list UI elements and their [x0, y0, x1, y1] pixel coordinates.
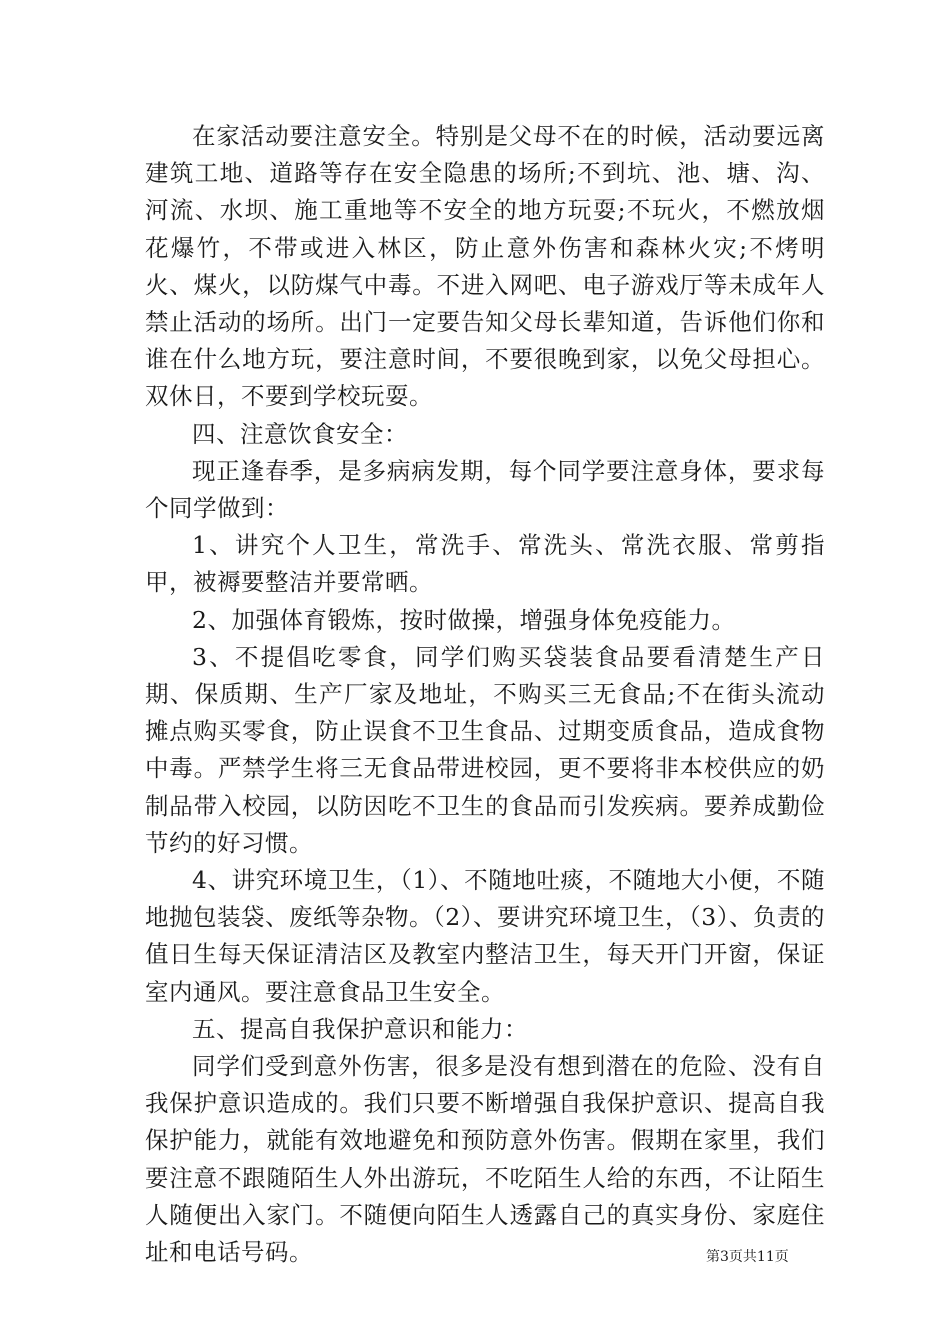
heading-self-protection: 五、提高自我保护意识和能力： — [192, 1014, 528, 1043]
paragraph-personal-hygiene: 1、讲究个人卫生，常洗手、常洗头、常洗衣服、常剪指甲，被褥要整洁并要常晒。 — [145, 531, 825, 597]
document-body — [145, 118, 825, 1271]
paragraph-spring-health: 现正逢春季，是多病病发期，每个同学要注意身体，要求每个同学做到： — [145, 456, 825, 523]
paragraph-home-safety: 在家活动要注意安全。特别是父母不在的时候，活动要远离建筑工地、道路等存在安全隐患的场所;不到坑、池、塘、沟、河流、水坝、施工重地等不安全的地方玩耍;不玩火，不燃放烟花爆竹，不带或进入林区，防止意外伤害和森林火灾;不烤明火、煤火，以防煤气中毒。不进入网吧、电子游戏厅等未成年人禁止活动的场所。出门一定要告知父母长辈知道，告诉他们你和谁在什么地方玩，要注意时间，不要很晚到家，以免父母担心。双休日，不要到学校玩耍。 — [145, 122, 825, 411]
paragraph-self-protection: 同学们受到意外伤害，很多是没有想到潜在的危险、没有自我保护意识造成的。我们只要不断增强自我保护意识、提高自我保护能力，就能有效地避免和预防意外伤害。假期在家里，我们要注意不跟随陌生人外出游玩，不吃陌生人给的东西，不让陌生人随便出入家门。不随便向陌生人透露自己的真实身份、家庭住址和电话号码。 — [145, 1052, 825, 1267]
page-number: 第3页共11页 — [706, 1249, 789, 1265]
paragraph-snacks: 3、不提倡吃零食，同学们购买袋装食品要看清楚生产日期、保质期、生产厂家及地址，不购买三无食品;不在街头流动摊点购买零食，防止误食不卫生食品、过期变质食品，造成食物中毒。严禁学生将三无食品带进校园，更不要将非本校供应的奶制品带入校园，以防因吃不卫生的食品而引发疾病。要养成勤俭节约的好习惯。 — [145, 642, 825, 857]
heading-food-safety: 四、注意饮食安全： — [192, 419, 408, 448]
paragraph-exercise: 2、加强体育锻炼，按时做操，增强身体免疫能力。 — [192, 605, 736, 634]
paragraph-environment-hygiene: 4、讲究环境卫生，（1）、不随地吐痰，不随地大小便，不随地抛包装袋、废纸等杂物。（2）、要讲究环境卫生，（3）、负责的值日生每天保证清洁区及教室内整洁卫生，每天开门开窗，保证室内通风。要注意食品卫生安全。 — [145, 866, 825, 1006]
